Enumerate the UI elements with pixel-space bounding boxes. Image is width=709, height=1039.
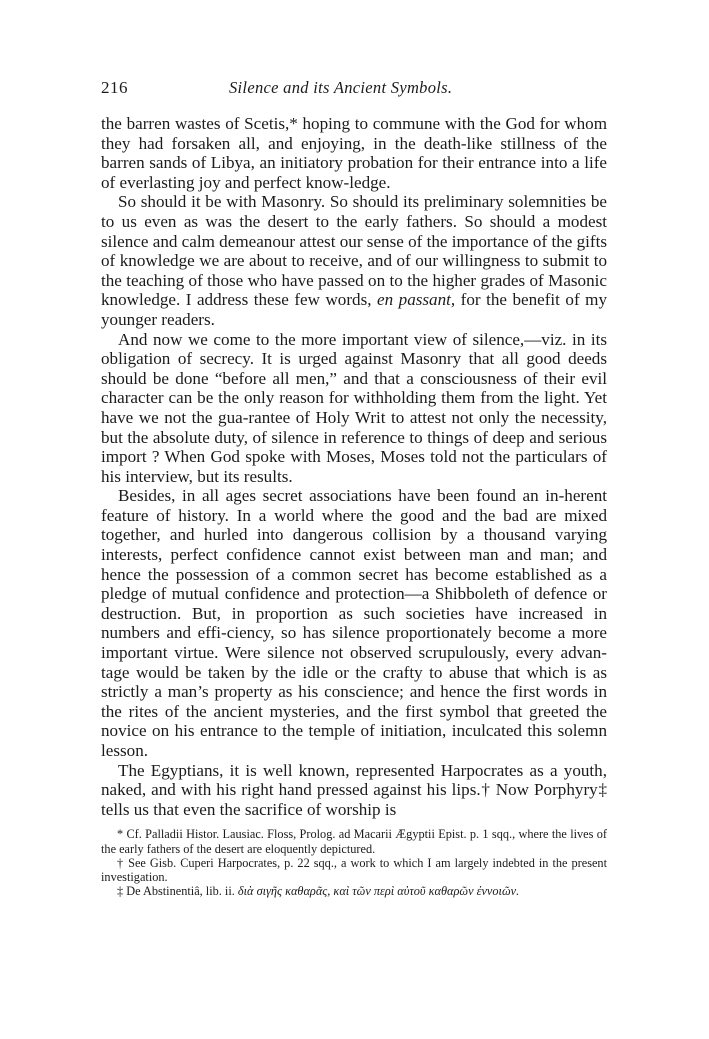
footnotes [101,827,607,898]
italic-phrase: en passant, [377,290,456,310]
paragraph: So should it be with Masonry. So should its preliminary solemnities be to us even as was the desert to the early fathers. So should a modest silence and calm demeanour attest our sense of the importance of the gifts of knowledge we are about to receive, and of our willingness to submit to the teaching of those who have passed on to the higher grades of Masonic knowledge. I address these few words, en passant, for the benefit of my younger readers. [101,192,608,329]
paragraph: the barren wastes of Scetis,* hoping to commune with the God for whom they had forsaken all, and enjoying, in the death-like stillness of the barren sands of Libya, an initiatory probation for their entrance into a life of everlasting joy and perfect know-ledge. [101,114,607,192]
paragraph: The Egyptians, it is well known, represented Harpocrates as a youth, naked, and with his right hand pressed against his lips.† Now Porphyry‡ tells us that even the sacrifice of worship is [101,760,607,819]
page-number: 216 [101,78,128,97]
footnote: ‡ De Abstinentiâ, lib. ii. διὰ σιγῆς καθαρᾶς, καὶ τῶν περὶ αὐτοῦ καθαρῶν ἐννοιῶν. [117,884,520,899]
page-header [101,78,607,104]
paragraph: And now we come to the more important view of silence,—viz. in its obligation of secrecy. It is urged against Masonry that all good deeds should be done “before all men,” and that a consciousness of their evil character can be the only reason for withholding them from the light. Yet have we not the gua-rantee of Holy Writ to attest not only the necessity, but the absolute duty, of silence in reference to things of deep and serious import ? When God spoke with Moses, Moses told not the particulars of his interview, but its results. [101,329,607,486]
footnote: * Cf. Palladii Histor. Lausiac. Floss, Prolog. ad Macarii Ægyptii Epist. p. 1 sqq., where the lives of the early fathers of the desert are eloquently depictured. [101,827,607,856]
paragraph: Besides, in all ages secret associations have been found an in-herent feature of history. In a world where the good and the bad are mixed together, and hurled into dangerous collision by a thousand varying interests, perfect confidence cannot exist between man and man; and hence the possession of a common secret has become established as a pledge of mutual confidence and protection—a Shibboleth of defence or destruction. But, in proportion as such societies have increased in numbers and effi-ciency, so has silence proportionately become a more important virtue. Were silence not observed scrupulously, every advan-tage would be taken by the idle or the crafty to abuse that which is as strictly a man’s property as his conscience; and hence the first words in the rites of the ancient mysteries, and the first symbol that greeted the novice on his entrance to the temple of initiation, inculcated this solemn lesson. [101,486,607,760]
footnote: † See Gisb. Cuperi Harpocrates, p. 22 sqq., a work to which I am largely indebted in the present investigation. [101,855,607,884]
greek-quotation: διὰ σιγῆς καθαρᾶς, καὶ τῶν περὶ αὐτοῦ καθαρῶν ἐννοιῶν. [237,884,520,899]
book-page [101,78,607,898]
running-title: Silence and its Ancient Symbols. [229,78,453,97]
body-text [101,114,607,819]
